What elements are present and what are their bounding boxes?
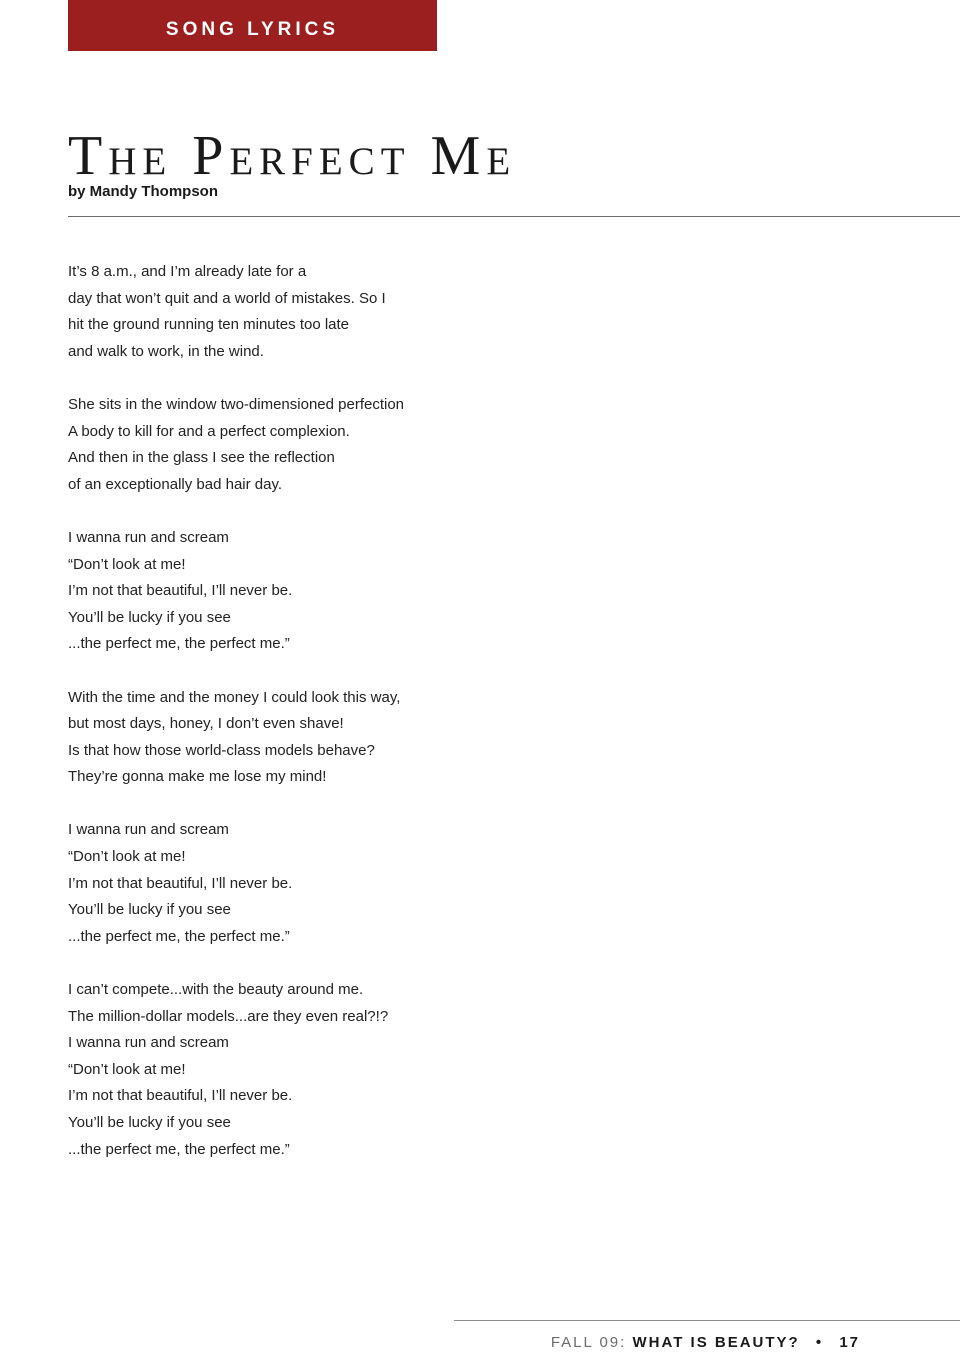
footer-theme: WHAT IS BEAUTY? <box>632 1334 800 1351</box>
lyric-line: Is that how those world-class models behave? <box>68 741 375 759</box>
lyric-line: And then in the glass I see the reflection <box>68 449 335 467</box>
lyric-line: You’ll be lucky if you see <box>68 901 231 919</box>
lyric-line: ...the perfect me, the perfect me.” <box>68 1140 290 1158</box>
lyric-line: “Don’t look at me! <box>68 1060 186 1078</box>
lyric-line: “Don’t look at me! <box>68 848 186 866</box>
lyric-line: day that won’t quit and a world of mistakes. So I <box>68 289 386 307</box>
lyric-line: A body to kill for and a perfect complexion. <box>68 422 350 440</box>
lyric-line: hit the ground running ten minutes too late <box>68 316 350 334</box>
lyric-stanza <box>68 685 668 791</box>
lyric-stanza <box>68 977 668 1163</box>
article-byline: by Mandy Thompson <box>68 183 218 200</box>
lyric-line: but most days, honey, I don’t even shave! <box>68 715 344 733</box>
lyric-line: “Don’t look at me! <box>68 555 186 573</box>
article-title: The Perfect Me <box>68 125 517 187</box>
lyric-stanza <box>68 259 668 365</box>
lyric-line: I’m not that beautiful, I’ll never be. <box>68 582 293 600</box>
lyric-line: ...the perfect me, the perfect me.” <box>68 927 290 945</box>
lyric-line: The million-dollar models...are they even real?!? <box>68 1007 389 1025</box>
lyric-line: It’s 8 a.m., and I’m already late for a <box>68 263 307 280</box>
header-divider <box>68 216 960 217</box>
section-tab <box>68 0 437 51</box>
lyric-line: They’re gonna make me lose my mind! <box>68 768 327 786</box>
lyric-stanza <box>68 525 668 658</box>
lyric-line: and walk to work, in the wind. <box>68 342 264 360</box>
footer-divider <box>454 1320 960 1321</box>
lyric-line: With the time and the money I could look this way, <box>68 688 401 706</box>
lyric-line: I wanna run and scream <box>68 528 229 546</box>
lyric-line: I’m not that beautiful, I’ll never be. <box>68 874 293 892</box>
lyric-line: I wanna run and scream <box>68 821 229 839</box>
lyric-line: You’ll be lucky if you see <box>68 1114 231 1131</box>
lyric-stanza <box>68 392 668 498</box>
lyric-line: I can’t compete...with the beauty around me. <box>68 981 364 999</box>
page-footer <box>551 1334 860 1351</box>
footer-issue: FALL 09: <box>550 1334 627 1351</box>
lyric-line: You’ll be lucky if you see <box>68 608 231 626</box>
lyric-line: She sits in the window two-dimensioned perfection <box>68 395 405 413</box>
page-number: 17 <box>839 1334 860 1351</box>
lyric-line: ...the perfect me, the perfect me.” <box>68 635 290 653</box>
lyric-stanza <box>68 817 668 950</box>
footer-bullet: • <box>815 1334 824 1351</box>
section-label: SONG LYRICS <box>165 18 340 40</box>
lyric-line: I wanna run and scream <box>68 1034 229 1052</box>
lyrics-body <box>68 259 668 1190</box>
lyric-line: of an exceptionally bad hair day. <box>68 475 283 493</box>
lyric-line: I’m not that beautiful, I’ll never be. <box>68 1087 293 1105</box>
